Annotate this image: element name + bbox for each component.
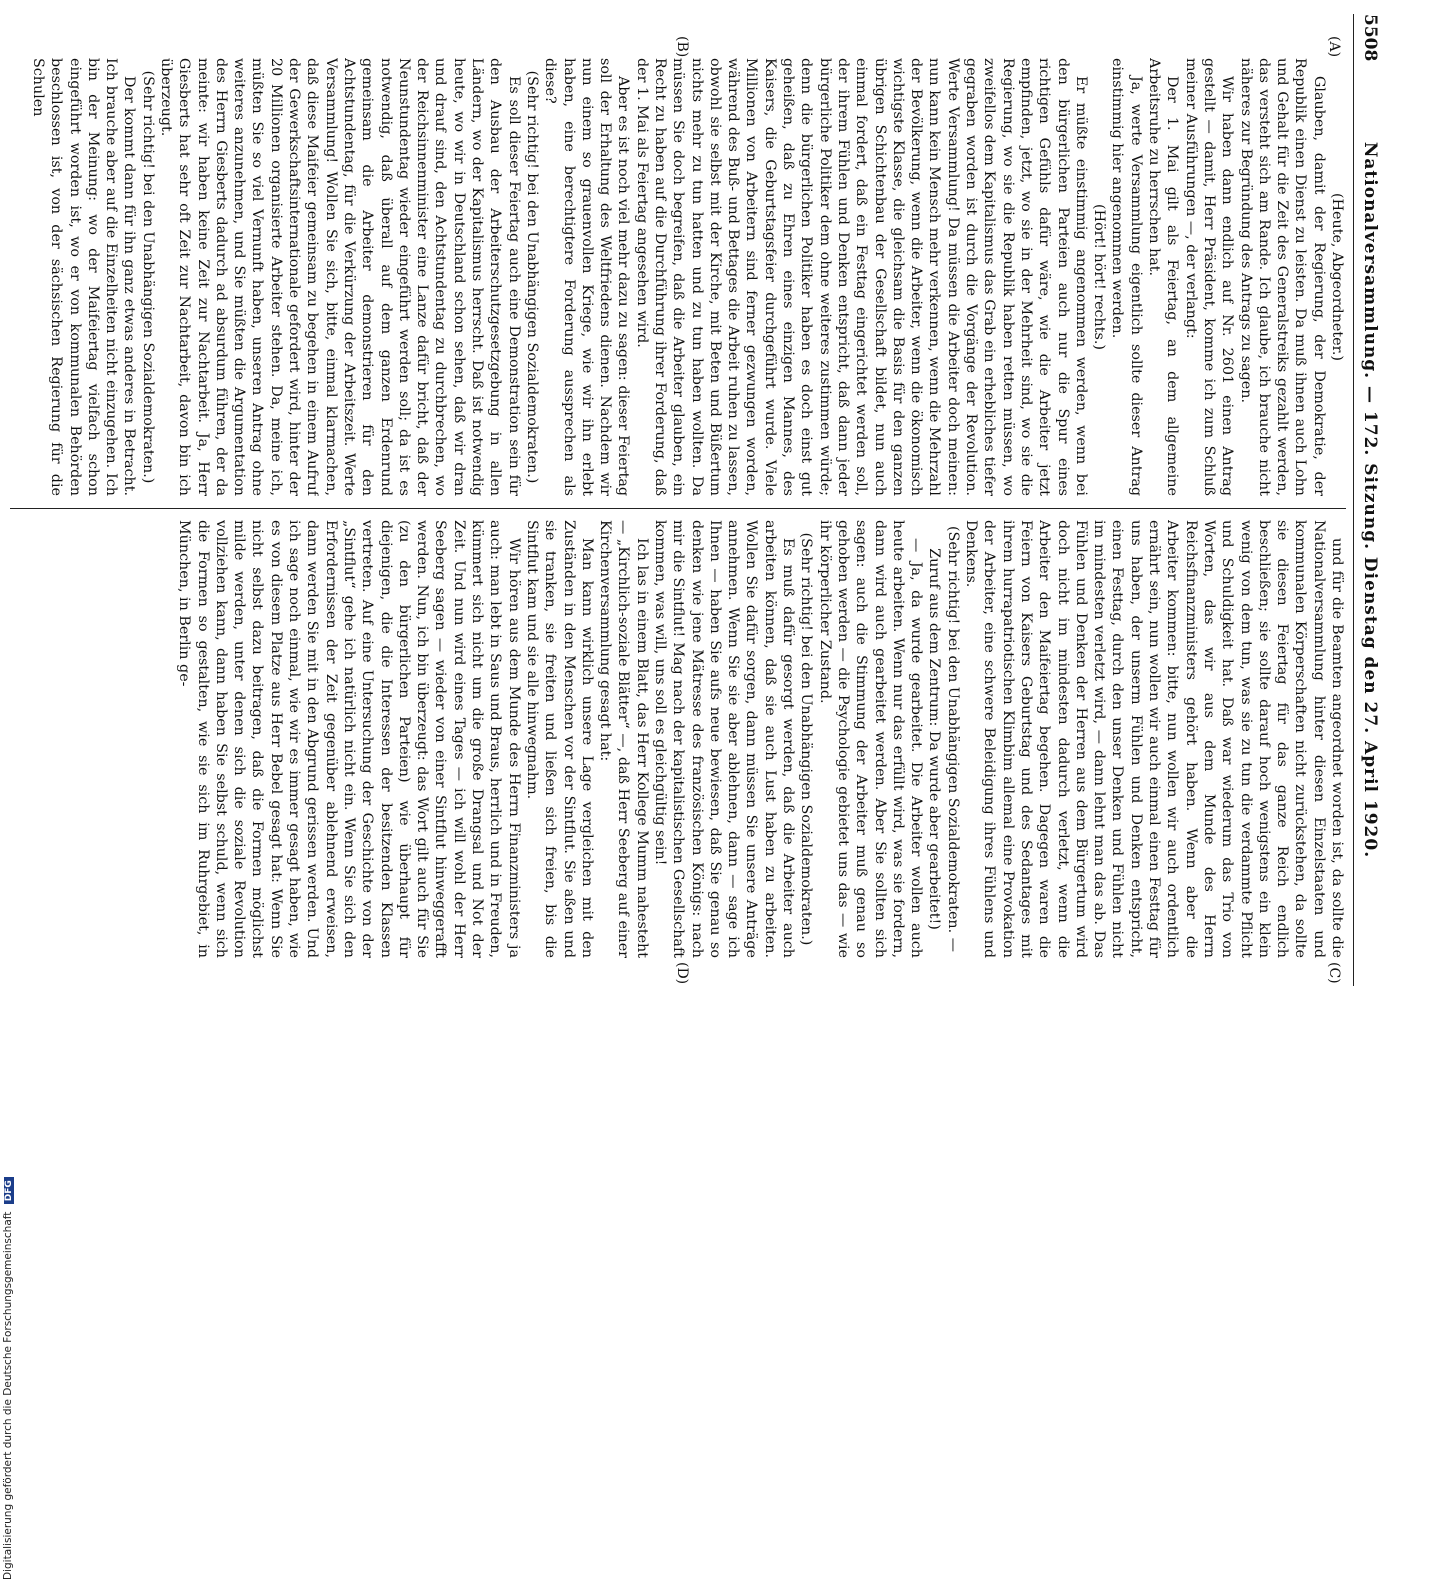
column-divider [10, 508, 1346, 509]
paragraph: Ja, werte Versammlung eigentlich sollte dieser Antrag einstimmig hier angenommen werden. [1109, 58, 1144, 496]
paragraph: Glauben, damit der Regierung, der Demokratie, der Republik einen Dienst zu leisten. Da muß ihnen auch Lohn und Gehalt für die Zeit des Generalstreiks gezahlt werden, das versteht sich am Rande. Ich glaube, ich brauche nicht näheres zur Begründung des Antrags zu sagen. [1237, 58, 1327, 496]
paragraph: — Ja, da wurde gearbeitet. Die Arbeiter wollen auch heute arbeiten. Wenn nur das erfüllt wird, was sie fordern, dann wird auch gearbeitet werden. Aber Sie sollten sich sagen: auch die Stimmung der Arbeiter muß genau so gehoben werden — die Psychologie gebietet uns das — wie ihr körperlicher Zustand. [816, 520, 925, 958]
paragraph: Es muß dafür gesorgt werden, daß die Arbeiter auch arbeiten können, daß sie auch Lust haben zu arbeiten. Wollen Sie dafür sorgen, dann müssen Sie unsere Anträge annehmen. Wenn Sie sie aber ablehnen, dann — sage ich Ihnen — haben Sie aufs neue bewiesen, daß Sie genau so denken wie jene Mätresse des französischen Königs: nach mir die Sintflut! Mag nach der kapitalistischen Gesellschaft kommen, was will, uns soll es gleichgültig sein! [652, 520, 797, 958]
paragraph: (Sehr richtig! bei den Unabhängigen Sozialdemokraten.) [798, 532, 815, 946]
paragraph: (Sehr richtig! bei den Unabhängigen Sozialdemokraten. — Zuruf aus dem Zentrum: Da wurde aber gearbeitet!) [926, 525, 961, 953]
paragraph: Der 1. Mai gilt als Feiertag, an dem allgemeine Arbeitsruhe zu herrschen hat. [1146, 58, 1181, 496]
paragraph: Wir haben dann endlich auf Nr. 2601 einen Antrag gestellt — damit, Herr Präsident, komme ich zum Schluß meiner Ausführungen —, der verlangt: [1182, 58, 1236, 496]
page-title: Nationalversammlung. — 172. Sitzung. Dienstag den 27. April 1920. [1360, 141, 1380, 859]
margin-marker-b: (B) [674, 36, 690, 58]
paragraph: (Hört! hört! rechts.) [1091, 204, 1108, 350]
right-column [10, 520, 1346, 958]
footer-text: Digitalisierung gefördert durch die Deutsche Forschungsgemeinschaft [2, 1211, 14, 1580]
page-number: 5508 [1360, 14, 1380, 62]
margin-marker-d: (D) [674, 962, 690, 985]
page-header [1353, 14, 1384, 986]
paragraph: Der kommt dann für ihn ganz etwas anderes in Betracht. Ich brauche aber auf die Einzelheiten nicht einzugehen. Ich bin der Meinung: wo der Maifeiertag vielfach schon eingeführt worden ist, wo er von kommunalen Behörden beschlossen ist, von der sächsischen Regierung für die Schulen [29, 58, 138, 496]
paragraph: Wir hören aus dem Munde des Herrn Finanzministers ja auch: man lebt in Saus und Braus, herrlich und in Freuden, kümmert sich nicht um die große Drangsal und Not der Zeit. Und nun wird eines Tages — ich will wohl der Herr Seeberg sagen — wieder von einer Sintflut hinweggerafft werden. Nun, ich bin überzeugt: das Wort gilt auch für Sie (zu den bürgerlichen Parteien) wie überhaupt für diejenigen, die die Interessen der besitzenden Klassen vertreten. Auf eine Untersuchung der Geschichte von der „Sintflut“ gehe ich natürlich nicht ein. Wenn Sie sich den Erfordernissen der Zeit gegenüber ablehnend erweisen, dann werden Sie mit in den Abgrund gerissen werden. Und ich sage noch einmal, wie wir es immer gesagt haben, wie es von diesem Platze aus Herr Bebel gesagt hat: Wenn Sie nicht selbst dazu beitragen, daß die Formen möglichst milde werden, unter denen sich die soziale Revolution vollziehen kann, dann haben Sie selbst schuld, wenn sich die Formen so gestalten, wie sie sich im Ruhrgebiet, in München, in Berlin ge- [176, 520, 522, 958]
paragraph: Ich las in einem Blatt, das Herr Kollege Mumm nahesteht — „Kirchlich-soziale Blätter“ —, daß Herr Seeberg auf einer Kirchenversammlung gesagt hat: [597, 520, 650, 958]
paragraph: (Heute, Abgeordneter.) [1329, 193, 1345, 361]
paragraph: Es soll dieser Feiertag auch eine Demonstration sein für den Ausbau der Arbeiterschutzgesetzgebung in allen Ländern, wo der Kapitalismus herrscht. Daß ist notwendig heute, wo wir in Deutschland schon sehen, daß wir dran und drauf sind, den Achtstundentag zu durchbrechen, wo der Reichsinnenminister eine Lanze dafür bricht, daß der Neunstundentag wieder eingeführt werden soll; da ist es notwendig, daß überall auf dem ganzen Erdenrund gemeinsam die Arbeiter demonstrieren für den Achtstundentag, für die Verkürzung der Arbeitszeit. Werte Versammlung! Wollen Sie sich, bitte, einmal klarmachen, daß diese Maifeier gemeinsam zu begehen in einem Aufruf der Gewerkschaftsinternationale gefordert wird, hinter der 20 Millionen organisierte Arbeiter stehen. Da, meine ich, müßten Sie so viel Vernunft haben, unseren Antrag ohne weiteres anzunehmen, und Sie müßten die Argumentation des Herrn Giesberts dadurch ad absurdum führen, der da meinte: wir haben keine Zeit zur Nachtarbeit. Ja, Herr Giesberts hat sehr oft Zeit zur Nachtarbeit, davon bin ich überzeugt. [158, 58, 522, 496]
margin-marker-c: (C) [1326, 962, 1342, 984]
dfg-logo: DFG [4, 1177, 14, 1204]
paragraph: Man kann wirklich unsere Lage vergleichen mit den Zuständen in den Menschen vor der Sintflut. Sie aßen und sie tranken, sie freiten und ließen sich freien, bis die Sintflut kam und sie alle hinwegnahm. [523, 520, 595, 958]
left-column [10, 58, 1346, 496]
paragraph: (Sehr richtig! bei den Unabhängigen Sozialdemokraten.) [139, 70, 156, 484]
paragraph: Aber es ist noch viel mehr dazu zu sagen: dieser Feiertag soll der Erhaltung des Weltfriedens dienen. Nachdem wir nun einem so grauenvollen Kriege, wie wir ihn erlebt haben, eine berechtigtere Forderung aussprechen als diese? [542, 58, 632, 496]
paragraph: (Sehr richtig! bei den Unabhängigen Sozialdemokraten.) [523, 70, 540, 484]
margin-marker-a: (A) [1326, 36, 1342, 58]
paragraph: Er müßte einstimmig angenommen werden, wenn bei den bürgerlichen Parteien auch nur die Spur eines richtigen Gefühls dafür wäre, wie die Arbeiter jetzt empfinden, jetzt, wo sie in der Mehrheit sind, wo sie die Regierung, wo sie die Republik haben retten müssen, wo zweifellos dem Kapitalismus das Grab ein erhebliches tiefer gegraben worden ist durch die Vorgänge der Revolution. Werte Versammlung! Da müssen die Arbeiter doch meinen: nun kann kein Mensch mehr verkennen, wenn die Mehrzahl der Bevölkerung, wenn die Arbeiter, wenn die ökonomisch wichtigste Klasse, die gleichsam die Basis für den ganzen übrigen Schichtenbau der Gesellschaft bildet, nun auch einmal fordert, daß ein Festtag eingerichtet werden soll, der ihrem Fühlen und Denken entspricht, daß dann jeder bürgerliche Politiker dem ohne weiteres zustimmen würde; denn die bürgerlichen Politiker haben es doch einst gut geheißen, daß zu Ehren eines einzigen Mannes, des Kaisers, die Geburtstagsfeier durchgeführt wurde. Viele Millionen von Arbeitern sind ferner gezwungen worden, während des Buß- und Bettages die Arbeit ruhen zu lassen, obwohl sie selbst mit der Kirche, mit Beten und Büßertum nichts mehr zu tun hatten und zu tun haben wollten. Da müssen Sie doch begreifen, daß die Arbeiter glauben, ein Recht zu haben auf die Durchführung ihrer Forderung, daß der 1. Mai als Feiertag angesehen wird. [633, 58, 1089, 496]
paragraph: und für die Beamten angeordnet worden ist, da sollte die Nationalversammlung hinter diesen Einzelstaaten und kommunalen Körperschaften nicht zurückstehen, da sollte sie diesen Feiertag für das ganze Reich endlich beschließen; sie sollte darauf hoch wenigstens ein klein wenig von dem tun, was sie zu tun die verdammte Pflicht und Schuldigkeit hat. Daß war wiederum das Trio von Worten, das wir aus dem Munde des Herrn Reichsfinanzministers gehört haben. Wenn aber die Arbeiter kommen: bitte, nun wollen wir auch ordentlich ernährt sein, nun wollen wir auch einmal einen Festtag für uns haben, der unserm Fühlen und Denken entspricht, einen Festtag, durch den unser Denken und Fühlen nicht im mindesten verletzt wird, — dann lehnt man das ab. Das Fühlen und Denken der Herren aus dem Bürgertum wird doch nicht im mindesten dadurch verletzt, wenn die Arbeiter den Maifeiertag begehen. Dagegen waren die Feiern von Kaisers Geburtstag und des Sedantages mit ihrem hurrapatriotischen Klimbim allemal eine Provokation der Arbeiter, eine schwere Beleidigung ihres Fühlens und Denkens. [963, 520, 1345, 958]
footer-credit [2, 1180, 18, 1580]
